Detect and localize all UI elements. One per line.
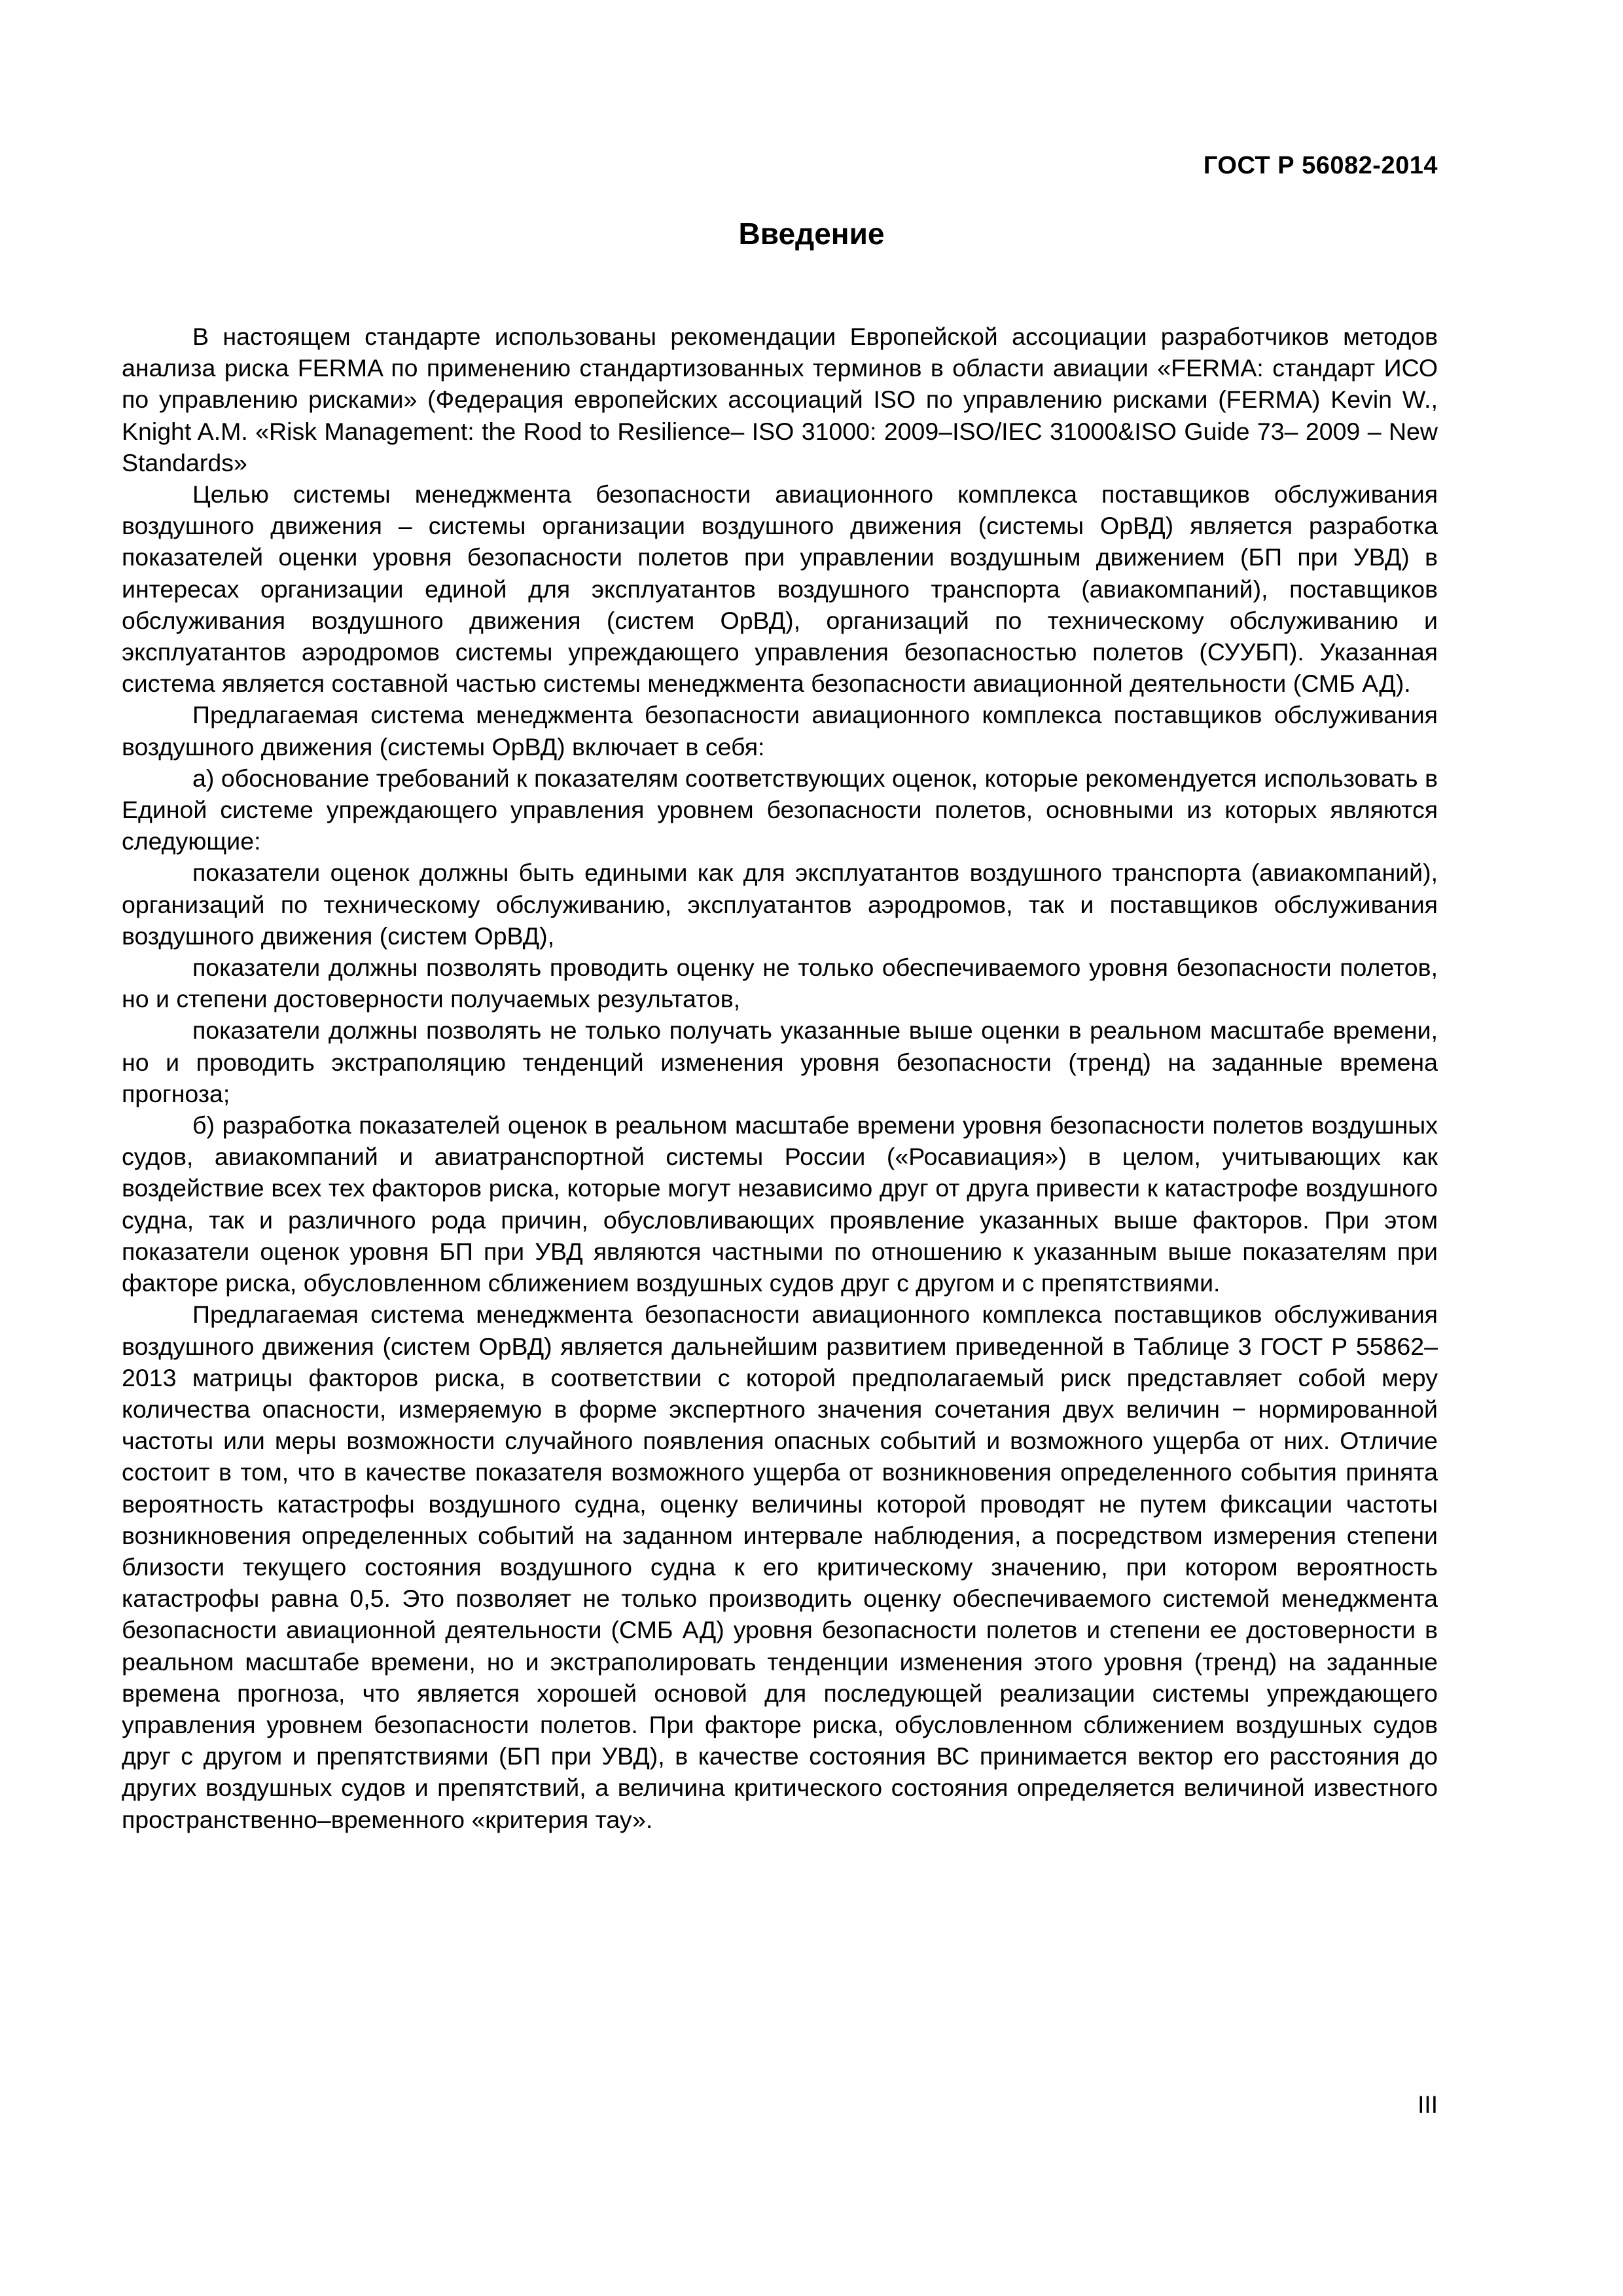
paragraph-intro-ferma: В настоящем стандарте использованы рекомендации Европейской ассоциации разработчиков методов анализа риска FERMA по применению стандартизованных терминов в области авиации «FERMA: стандарт ИСО по управлению рисками» (Федерация европейских ассоциаций ISO по управлению рисками (FERMA) Kevin W., Knight A.M. «Risk Management: the Rood to Resilience– ISO 31000: 2009–ISO/IEC 31000&ISO Guide 73– 2009 – New Standards»	[122, 323, 1438, 476]
page-number: III	[1418, 2091, 1438, 2118]
paragraph-system-includes: Предлагаемая система менеджмента безопасности авиационного комплекса поставщиков обслуживания воздушного движения (системы ОрВД) включает в себя:	[122, 701, 1438, 761]
paragraph-item-b: б) разработка показателей оценок в реальном масштабе времени уровня безопасности полетов воздушных судов, авиакомпаний и авиатранспортной системы России («Росавиация») в целом, учитывающих как воздействие всех тех факторов риска, которые могут независимо друг от друга привести к катастрофе воздушного судна, так и различного рода причин, обусловливающих проявление указанных выше факторов. При этом показатели оценок уровня БП при УВД являются частными по отношению к указанным выше показателям при факторе риска, обусловленном сближением воздушных судов друг с другом и с препятствиями.	[122, 1111, 1438, 1297]
section-title: Введение	[738, 217, 885, 251]
paragraph-requirement-realtime: показатели должны позволять не только получать указанные выше оценки в реальном масштабе времени, но и проводить экстраполяцию тенденций изменения уровня безопасности (тренд) на заданные времена прогноза;	[122, 1016, 1438, 1107]
paragraph-requirement-reliability: показатели должны позволять проводить оценку не только обеспечиваемого уровня безопасности полетов, но и степени достоверности получаемых результатов,	[122, 954, 1438, 1013]
paragraph-item-a: а) обоснование требований к показателям соответствующих оценок, которые рекомендуется использовать в Единой системе упреждающего управления уровнем безопасности полетов, основными из которых являются следующие:	[122, 764, 1438, 855]
paragraph-risk-matrix: Предлагаемая система менеджмента безопасности авиационного комплекса поставщиков обслуживания воздушного движения (систем ОрВД) является дальнейшим развитием приведенной в Таблице 3 ГОСТ Р 55862–2013 матрицы факторов риска, в соответствии с которой предполагаемый риск представляет собой меру количества опасности, измеряемую в форме экспертного значения сочетания двух величин − нормированной частоты или меры возможности случайного появления опасных событий и возможного ущерба от них. Отличие состоит в том, что в качестве показателя возможного ущерба от возникновения определенного события принята вероятность катастрофы воздушного судна, оценку величины которой проводят не путем фиксации частоты возникновения определенных событий на заданном интервале наблюдения, а посредством измерения степени близости текущего состояния воздушного судна к его критическому значению, при котором вероятность катастрофы равна 0,5. Это позволяет не только производить оценку обеспечиваемого системой менеджмента безопасности авиационной деятельности (СМБ АД) уровня безопасности полетов и степени ее достоверности в реальном масштабе времени, но и экстраполировать тенденции изменения этого уровня (тренд) на заданные времена прогноза, что является хорошей основой для последующей реализации системы упреждающего управления уровнем безопасности полетов. При факторе риска, обусловленном сближением воздушных судов друг с другом и препятствиями (БП при УВД), в качестве состояния ВС принимается вектор его расстояния до других воздушных судов и препятствий, а величина критического состояния определяется величиной известного пространственно–временного «критерия тау».	[122, 1300, 1438, 1833]
document-body	[122, 321, 1438, 1835]
paragraph-requirement-unified: показатели оценок должны быть едиными как для эксплуатантов воздушного транспорта (авиакомпаний), организаций по техническому обслуживанию, эксплуатантов аэродромов, так и поставщиков обслуживания воздушного движения (систем ОрВД),	[122, 859, 1438, 950]
paragraph-goal: Целью системы менеджмента безопасности авиационного комплекса поставщиков обслуживания воздушного движения – системы организации воздушного движения (системы ОрВД) является разработка показателей оценки уровня безопасности полетов при управлении воздушным движением (БП при УВД) в интересах организации единой для эксплуатантов воздушного транспорта (авиакомпаний), поставщиков обслуживания воздушного движения (систем ОрВД), организаций по техническому обслуживанию и эксплуатантов аэродромов системы упреждающего управления безопасностью полетов (СУУБП). Указанная система является составной частью системы менеджмента безопасности авиационной деятельности (СМБ АД).	[122, 480, 1438, 698]
standard-code-header: ГОСТ Р 56082-2014	[1203, 152, 1438, 179]
